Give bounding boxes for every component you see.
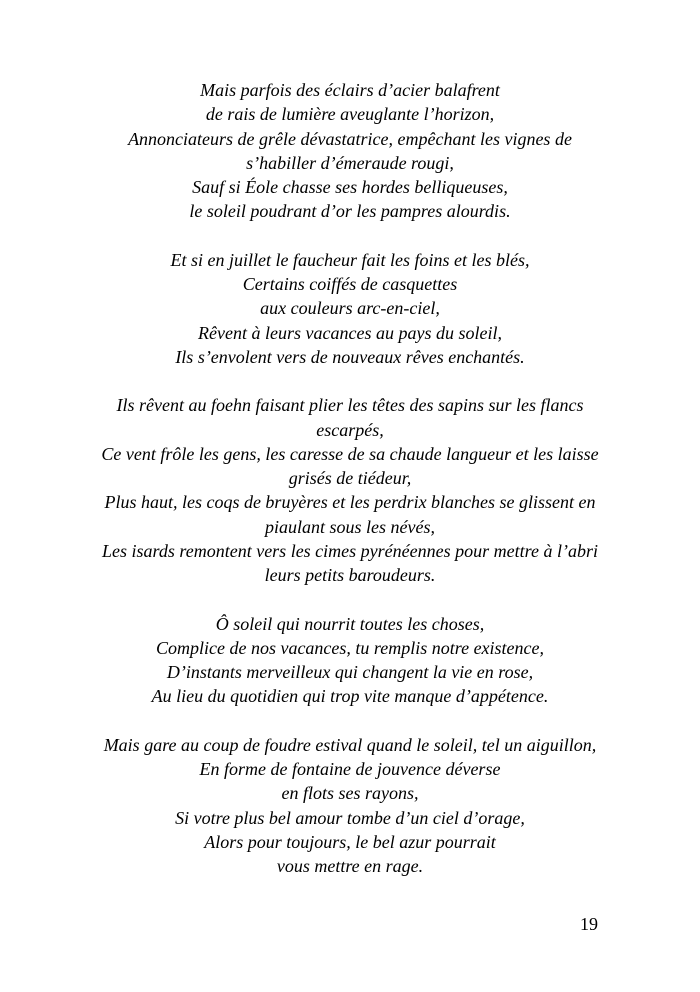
poem-line: le soleil poudrant d’or les pampres alourdis. xyxy=(189,201,511,222)
poem-line: escarpés, xyxy=(316,419,384,440)
stanza xyxy=(0,248,700,369)
poem-line: Les isards remontent vers les cimes pyrénéennes pour mettre à l’abri xyxy=(102,540,598,561)
poem-line: En forme de fontaine de jouvence déverse xyxy=(199,759,501,779)
poem-line: vous mettre en rage. xyxy=(276,856,424,876)
poem-line: Certains coiffés de casquettes xyxy=(242,274,458,294)
poem-line: Ils s’envolent vers de nouveaux rêves enchantés. xyxy=(175,346,525,367)
poem-line: Si votre plus bel amour tombe d’un ciel d’orage, xyxy=(175,807,525,828)
poem-line: Sauf si Éole chasse ses hordes belliqueuses, xyxy=(192,177,508,197)
poem-line: D’instants merveilleux qui changent la vie en rose, xyxy=(166,662,534,682)
poem-line: aux couleurs arc-en-ciel, xyxy=(260,298,440,319)
poem-line: en flots ses rayons, xyxy=(281,783,419,804)
poem-line: Annonciateurs de grêle dévastatrice, empêchant les vignes de xyxy=(128,128,572,149)
poem-line: Mais gare au coup de foudre estival quand le soleil, tel un aiguillon, xyxy=(103,734,597,755)
stanza xyxy=(0,733,700,879)
poem-line: Et si en juillet le faucheur fait les foins et les blés, xyxy=(170,249,530,270)
poem-line: Ce vent frôle les gens, les caresse de sa chaude langueur et les laisse xyxy=(101,443,599,464)
poem-line: piaulant sous les névés, xyxy=(265,516,435,537)
page-number: 19 xyxy=(580,914,598,934)
poem-line: Au lieu du quotidien qui trop vite manque d’appétence. xyxy=(151,686,549,707)
poem-line: Complice de nos vacances, tu remplis notre existence, xyxy=(155,637,545,658)
poem-line: Ô soleil qui nourrit toutes les choses, xyxy=(215,613,485,634)
poem-line: s’habiller d’émeraude rougi, xyxy=(246,152,454,173)
poem-line: Alors pour toujours, le bel azur pourrait xyxy=(204,831,496,852)
stanza xyxy=(0,612,700,709)
poem-line: Rêvent à leurs vacances au pays du soleil, xyxy=(198,322,502,343)
poem-line: Mais parfois des éclairs d’acier balafrent xyxy=(200,80,500,100)
stanza xyxy=(0,78,700,224)
poem-line: Plus haut, les coqs de bruyères et les perdrix blanches se glissent en xyxy=(104,492,596,513)
poem-line: Ils rêvent au foehn faisant plier les têtes des sapins sur les flancs xyxy=(116,395,584,416)
poem-line: leurs petits baroudeurs. xyxy=(264,565,436,585)
poem xyxy=(0,78,700,903)
poem-line: de rais de lumière aveuglante l’horizon, xyxy=(205,104,495,125)
poem-line: grisés de tiédeur, xyxy=(288,468,412,488)
stanza xyxy=(0,393,700,587)
